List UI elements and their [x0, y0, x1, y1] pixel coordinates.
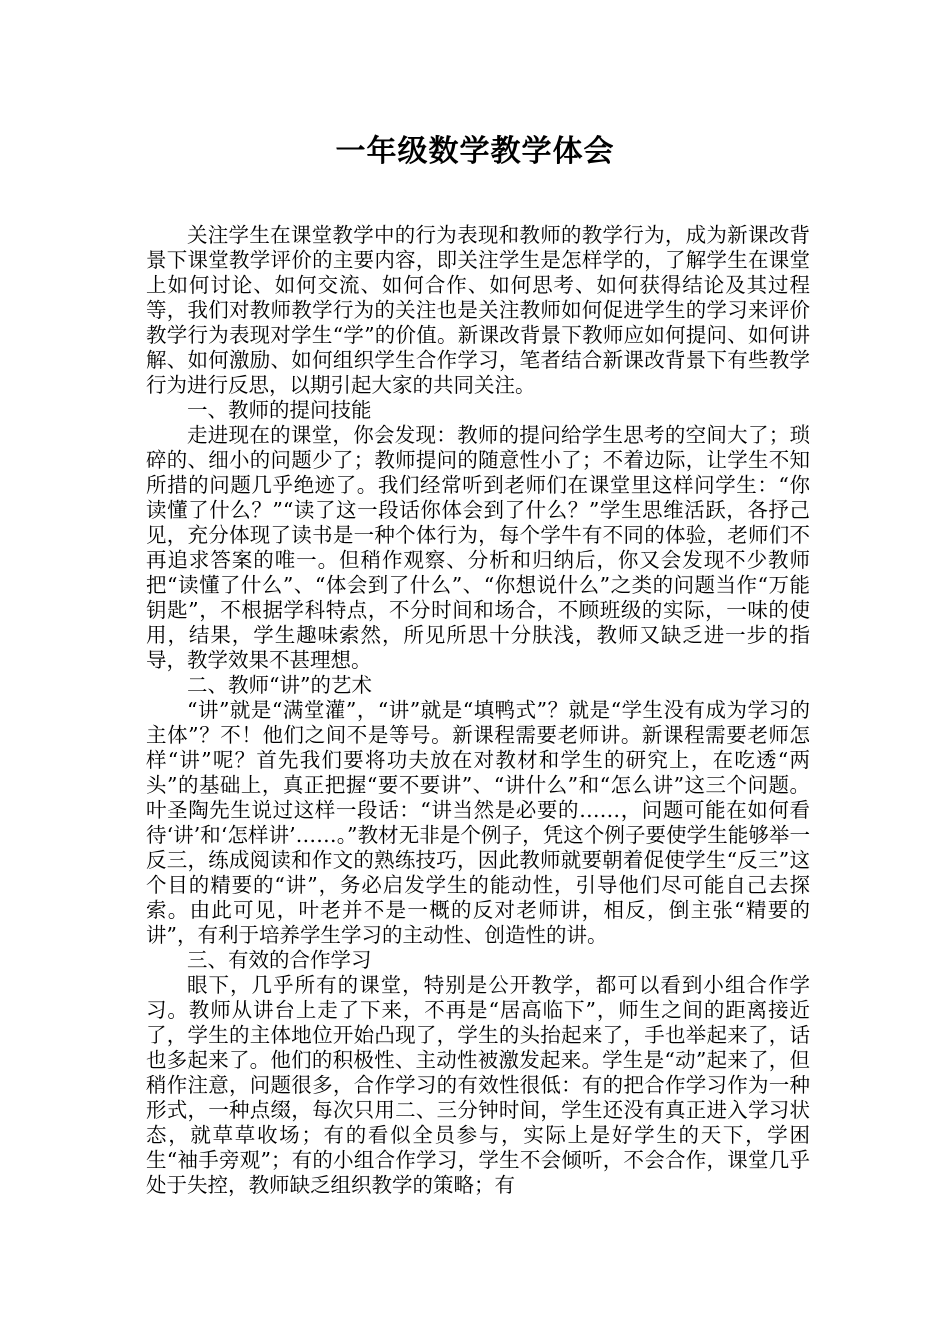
document-title: 一年级数学教学体会: [335, 134, 615, 169]
paragraph-questioning: 走进现在的课堂，你会发现：教师的提问给学生思考的空间大了；琐碎的、细小的问题少了；教师提问的随意性小了；不着边际，让学生不知所措的问题几乎绝迹了。我们经常听到老师们在课堂里这样问学生：“你读懂了什么？”“读了这一段话你体会到了什么？”学生思维活跃，各抒己见，充分体现了读书是一种个体行为，每个学牛有不同的体验，老师们不再追求答案的唯一。但稍作观察、分析和归纳后，你又会发现不少教师把“读懂了什么”、“体会到了什么”、“你想说什么”之类的问题当作“万能钥匙”，不根据学科特点，不分时间和场合，不顾班级的实际，一味的使用，结果，学生趣味索然，所见所思十分肤浅，教师又缺乏进一步的指导，教学效果不甚理想。: [146, 423, 810, 672]
section-heading-questioning: 一、教师的提问技能: [187, 398, 372, 422]
section-heading-lecturing: 二、教师“讲”的艺术: [187, 673, 372, 697]
paragraph-lecturing: “讲”就是“满堂灌”，“讲”就是“填鸭式”？就是“学生没有成为学习的主体”？不！他们之间不是等号。新课程需要老师讲。新课程需要老师怎样“讲”呢？首先我们要将功夫放在对教材和学生的研究上，在吃透“两头”的基础上，真正把握“要不要讲”、“讲什么”和“怎么讲”这三个问题。叶圣陶先生说过这样一段话：“讲当然是必要的……，问题可能在如何看待‘讲’和‘怎样讲’……。”教材无非是个例子，凭这个例子要使学生能够举一反三，练成阅读和作文的熟练技巧，因此教师就要朝着促使学生“反三”这个目的精要的“讲”，务必启发学生的能动性，引导他们尽可能自己去探索。由此可见，叶老并不是一概的反对老师讲，相反，倒主张“精要的讲”，有利于培养学生学习的主动性、创造性的讲。: [146, 698, 810, 947]
intro-paragraph: 关注学生在课堂教学中的行为表现和教师的教学行为，成为新课改背景下课堂教学评价的主要内容，即关注学生是怎样学的，了解学生在课堂上如何讨论、如何交流、如何合作、如何思考、如何获得结论及其过程等，我们对教师教学行为的关注也是关注教师如何促进学生的学习来评价教学行为表现对学生“学”的价值。新课改背景下教师应如何提问、如何讲解、如何激励、如何组织学生合作学习，笔者结合新课改背景下有些教学行为进行反思，以期引起大家的共同关注。: [146, 223, 810, 397]
document-body: [146, 223, 810, 1198]
section-heading-cooperation: 三、有效的合作学习: [187, 948, 372, 972]
paragraph-cooperation: 眼下，几乎所有的课堂，特别是公开教学，都可以看到小组合作学习。教师从讲台上走了下来，不再是“居高临下”，师生之间的距离接近了，学生的主体地位开始凸现了，学生的头抬起来了，手也举起来了，话也多起来了。他们的积极性、主动性被激发起来。学生是“动”起来了，但稍作注意，问题很多，合作学习的有效性很低：有的把合作学习作为一种形式，一种点缀，每次只用二、三分钟时间，学生还没有真正进入学习状态，就草草收场；有的看似全员参与，实际上是好学生的天下，学困生“袖手旁观”；有的小组合作学习，学生不会倾听，不会合作，课堂几乎处于失控，教师缺乏组织教学的策略；有: [146, 973, 810, 1197]
